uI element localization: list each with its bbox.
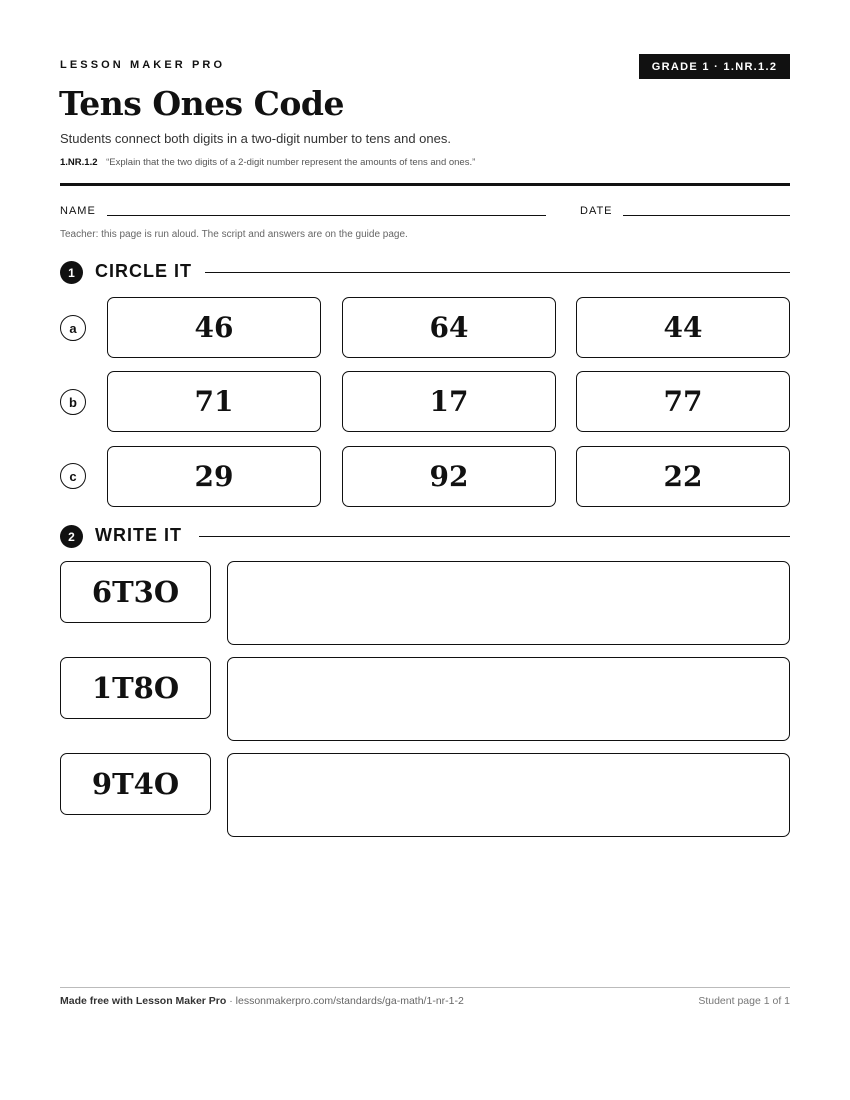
page-title: Tens Ones Code <box>59 84 344 123</box>
row-label-c: c <box>60 463 86 489</box>
name-label: NAME <box>60 205 96 217</box>
footer-credit <box>60 995 464 1007</box>
answer-box[interactable] <box>227 561 790 645</box>
footer-page-number: Student page 1 of 1 <box>698 995 790 1007</box>
standard-text: “Explain that the two digits of a 2-digit number represent the amounts of tens and ones.” <box>106 157 476 168</box>
standard-line <box>60 157 475 168</box>
code-box: 1T8O <box>60 657 211 719</box>
code-box: 9T4O <box>60 753 211 815</box>
section-rule <box>199 536 790 537</box>
code-box: 6T3O <box>60 561 211 623</box>
answer-box[interactable] <box>227 657 790 741</box>
number-choice-box[interactable]: 64 <box>342 297 556 358</box>
number-choice-box[interactable]: 29 <box>107 446 321 507</box>
section-rule <box>205 272 790 273</box>
footer-made-with: Made free with Lesson Maker Pro <box>60 995 227 1007</box>
page-subtitle: Students connect both digits in a two-digit number to tens and ones. <box>60 131 451 146</box>
footer-rule <box>60 987 790 988</box>
number-choice-box[interactable]: 77 <box>576 371 790 432</box>
teacher-note: Teacher: this page is run aloud. The script and answers are on the guide page. <box>60 229 408 240</box>
number-choice-box[interactable]: 22 <box>576 446 790 507</box>
row-label-a: a <box>60 315 86 341</box>
name-field-line[interactable] <box>107 215 546 216</box>
header-rule <box>60 183 790 186</box>
brand-name: LESSON MAKER PRO <box>60 59 226 71</box>
standard-code: 1.NR.1.2 <box>60 157 98 168</box>
number-choice-box[interactable]: 92 <box>342 446 556 507</box>
number-choice-box[interactable]: 44 <box>576 297 790 358</box>
date-field-line[interactable] <box>623 215 790 216</box>
section-number-badge: 2 <box>60 525 83 548</box>
date-label: DATE <box>580 205 613 217</box>
section-number-badge: 1 <box>60 261 83 284</box>
footer-url: · lessonmakerpro.com/standards/ga-math/1-nr-1-2 <box>226 995 464 1007</box>
grade-badge: GRADE 1 · 1.NR.1.2 <box>639 54 790 79</box>
number-choice-box[interactable]: 46 <box>107 297 321 358</box>
answer-box[interactable] <box>227 753 790 837</box>
number-choice-box[interactable]: 17 <box>342 371 556 432</box>
section-title: CIRCLE IT <box>95 261 192 281</box>
row-label-b: b <box>60 389 86 415</box>
section-title: WRITE IT <box>95 525 182 545</box>
number-choice-box[interactable]: 71 <box>107 371 321 432</box>
